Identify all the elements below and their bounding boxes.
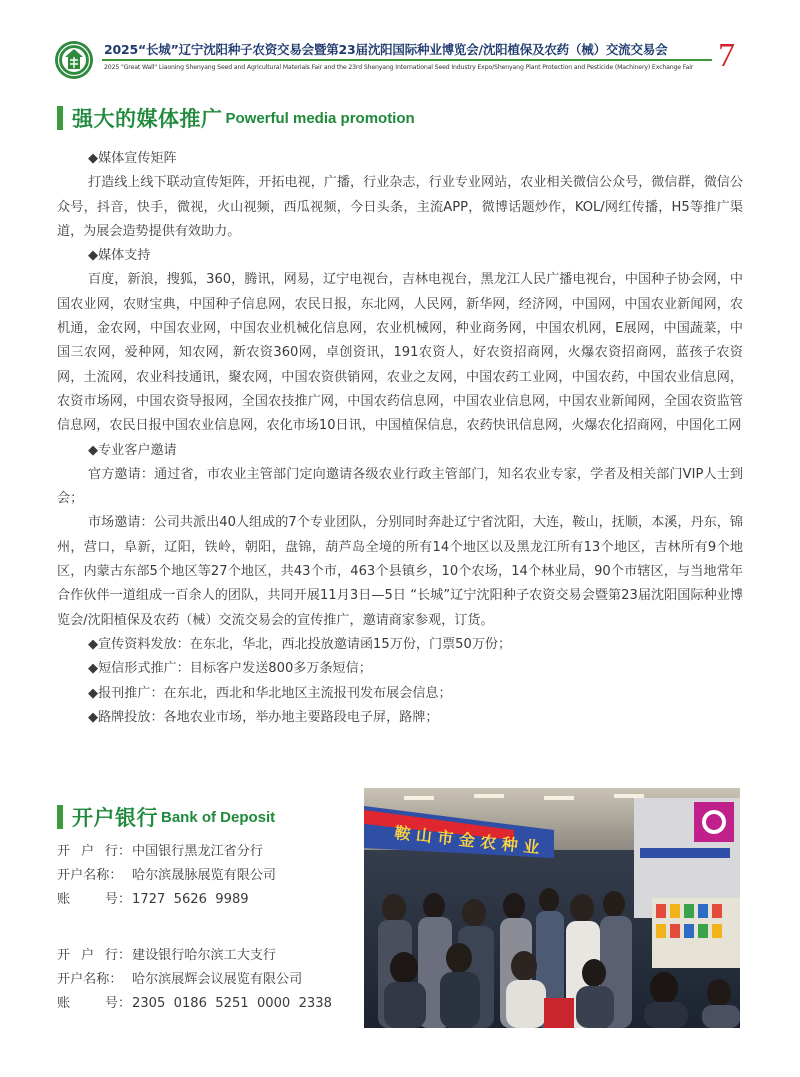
- promo-item: ◆路牌投放：各地农业市场，举办地主要路段电子屏，路牌；: [88, 709, 439, 725]
- account-name-value: 哈尔滨晟脉展览有限公司: [132, 868, 277, 884]
- bank-label-text: 开 户 行: [57, 948, 118, 963]
- account-number-value: 2305 0186 5251 0000 2338: [132, 996, 332, 1012]
- bank-row: [57, 840, 276, 864]
- matrix-paragraph: 打造线上线下联动宣传矩阵，开拓电视，广播，行业杂志，行业专业网站，农业相关微信公众号，微信群，微信公众号，抖音，快手，微视，火山视频，西瓜视频，今日头条，主流APP，微博话题炒作，KOL/网红传播，H5等推广渠道，为展会造势提供有效助力。: [57, 175, 743, 239]
- heading-bar: [57, 106, 63, 130]
- account-name-label: 开户名称：: [57, 972, 123, 988]
- media-heading-en: Powerful media promotion: [225, 109, 415, 127]
- fair-logo-icon: [54, 40, 94, 80]
- support-subtitle: ◆媒体支持: [88, 248, 151, 264]
- invite-subtitle: ◆专业客户邀请: [88, 442, 177, 458]
- bank-heading-en: Bank of Deposit: [161, 808, 276, 826]
- account-number-row: [57, 888, 276, 912]
- exhibition-scene-illustration: [364, 788, 740, 1028]
- exhibition-hall-photo: [364, 788, 740, 1028]
- fair-title-en: 2025 "Great Wall" Liaoning Shenyang Seed and Agricultural Materials Fair and the 23rd Shenyang International Seed Industry Expo/Shenyang Plant Protection and Pesticide (Machinery) Exchange Fair: [104, 64, 694, 71]
- bank-account-block: [57, 944, 332, 1017]
- account-number-row: [57, 992, 332, 1016]
- media-section-heading: [57, 103, 415, 133]
- bank-name-value: 建设银行哈尔滨工大支行: [132, 948, 277, 963]
- account-number-label: 账 号 ：: [57, 888, 132, 912]
- account-name-label: 开户名称：: [57, 868, 123, 884]
- media-section-body: [57, 147, 743, 730]
- bank-label-text: 开 户 行: [57, 844, 118, 859]
- official-invite-paragraph: 官方邀请：通过省，市农业主管部门定向邀请各级农业行政主管部门，知名农业专家，学者及相关部门VIP人士到会；: [57, 466, 743, 507]
- account-number-label-text: 账 号: [57, 996, 118, 1012]
- account-number-value: 1727 5626 9989: [132, 892, 249, 908]
- account-number-label: 账 号 ：: [57, 992, 132, 1016]
- account-name-label-text: 开户名称: [57, 972, 110, 988]
- matrix-subtitle: ◆媒体宣传矩阵: [88, 151, 177, 166]
- promo-item: ◆短信形式推广：目标客户发送800多万条短信；: [88, 661, 372, 677]
- support-paragraph: 百度，新浪，搜狐，360，腾讯，网易，辽宁电视台，吉林电视台，黑龙江人民广播电视台，中国种子协会网，中国农业网，农财宝典，中国种子信息网，农民日报，东北网，人民网，新华网，经济网，中国网，中国农业新闻网，农机通，金农网，中国农业网，中国农业机械化信息网，农业机械网，种业商务网，中国农机网，E展网，中国蔬菜，中国三农网，爱种网，知农网，新农资360网，卓创资讯，191农资人，好农资招商网，火爆农资招商网，蓝孩子农资网，土流网，农业科技通讯，聚农网，中国农资供销网，农业之友网，中国农药工业网，中国农药，中国农业信息网，农资市场网，中国农资导报网，全国农技推广网，中国农药信息网，中国农业信息网，中国农业新闻网，全国农资监管信息网，农民日报中国农业信息网，农化市场10日讯，中国植保信息，农药快讯信息网，火爆农化招商网，中国化工网: [57, 272, 743, 434]
- page-header: [0, 0, 800, 90]
- booth-banner-text: 鞍 山 市 金 农 种 业: [393, 823, 541, 858]
- bank-label: 开 户 行 ：: [57, 944, 132, 968]
- bank-section-heading: [57, 802, 275, 832]
- header-divider: [102, 59, 712, 61]
- market-invite-paragraph: 市场邀请：公司共派出40人组成的7个专业团队，分别同时奔赴辽宁省沈阳，大连，鞍山，抚顺，本溪，丹东，锦州，营口，阜新，辽阳，铁岭，朝阳，盘锦，葫芦岛全境的所有14个地区以及黑龙江所有13个地区，吉林所有9个地区，内蒙古东部5个地区等27个地区，共43个市，463个县镇乡，10个农场，14个林业局，90个市辖区，与当地常年合作伙伴一道组成一百余人的团队，共同开展11月3日—5日 “长城”辽宁沈阳种子农资交易会暨第23届沈阳国际种业博览会/沈阳植保及农药（械）交流交易会的宣传推广，邀请商家参观，订货。: [57, 515, 743, 628]
- account-number-label-text: 账 号: [57, 892, 118, 908]
- bank-account-block: [57, 840, 276, 913]
- account-name-row: [57, 968, 332, 992]
- bank-heading-cn: 开户银行: [72, 806, 158, 830]
- heading-bar: [57, 805, 63, 829]
- promo-item: ◆宣传资料发放：在东北，华北，西北投放邀请函15万份，门票50万份；: [88, 636, 512, 652]
- bank-label: 开 户 行 ：: [57, 840, 132, 864]
- page-number: 7: [718, 37, 735, 74]
- media-heading-cn: 强大的媒体推广: [72, 107, 223, 131]
- bank-row: [57, 944, 332, 968]
- account-name-value: 哈尔滨展辉会议展览有限公司: [132, 972, 303, 988]
- account-name-row: [57, 864, 276, 888]
- fair-title-cn: 2025“长城”辽宁沈阳种子农资交易会暨第23届沈阳国际种业博览会/沈阳植保及农药（械）交流交易会: [104, 42, 668, 57]
- promo-item: ◆报刊推广：在东北，西北和华北地区主流报刊发布展会信息；: [88, 685, 452, 701]
- account-name-label-text: 开户名称: [57, 868, 110, 884]
- bank-name-value: 中国银行黑龙江省分行: [132, 844, 263, 859]
